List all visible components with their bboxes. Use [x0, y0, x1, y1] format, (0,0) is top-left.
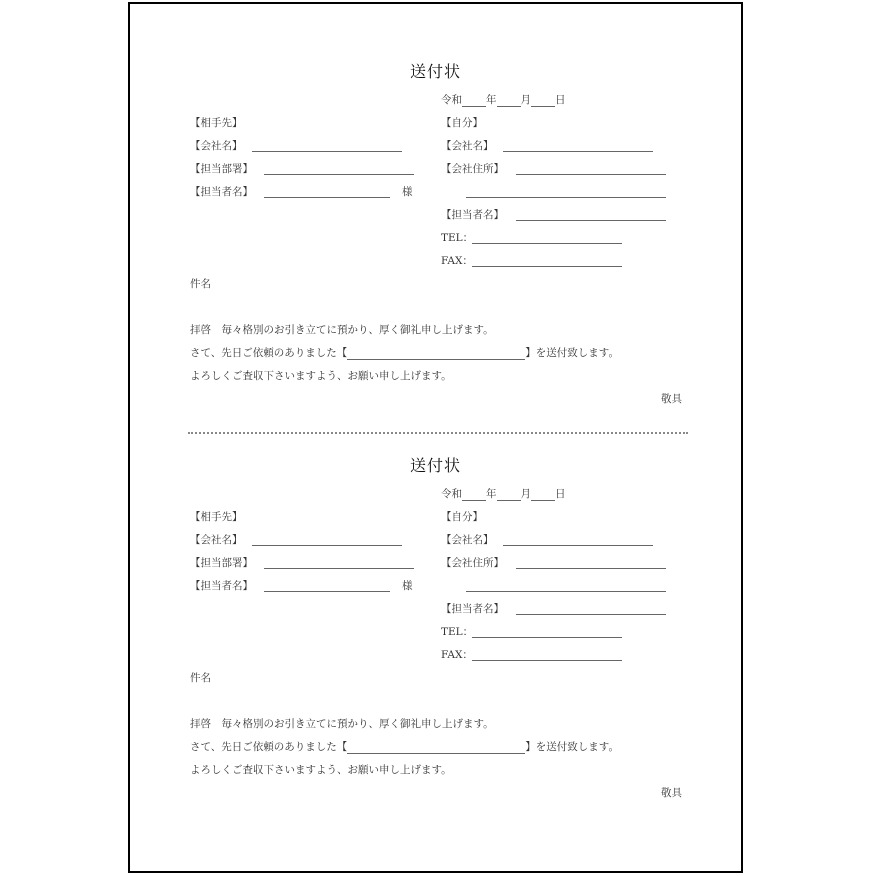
sender-fax-label: FAX： — [441, 649, 473, 661]
closing: 敬具 — [661, 787, 682, 799]
sender-heading: 【自分】 — [441, 511, 483, 523]
date-year-label: 年 — [486, 94, 497, 106]
recipient-honorific: 様 — [402, 186, 413, 198]
recipient-department-field[interactable] — [264, 174, 414, 175]
recipient-person-label: 【担当者名】 — [190, 580, 253, 592]
recipient-person-field[interactable] — [264, 591, 390, 592]
body-line-2-post: 】を送付致します。 — [525, 347, 619, 359]
sender-address-label: 【会社住所】 — [441, 163, 504, 175]
form-title: 送付状 — [410, 62, 462, 81]
recipient-department-label: 【担当部署】 — [190, 163, 253, 175]
recipient-company-label: 【会社名】 — [190, 140, 243, 152]
recipient-person-label: 【担当者名】 — [190, 186, 253, 198]
sender-person-field[interactable] — [516, 614, 666, 615]
recipient-honorific: 様 — [402, 580, 413, 592]
sender-fax-field[interactable] — [472, 660, 622, 661]
recipient-company-field[interactable] — [252, 151, 402, 152]
sender-person-field[interactable] — [516, 220, 666, 221]
subject-label: 件名 — [190, 672, 211, 684]
recipient-heading: 【相手先】 — [190, 511, 243, 523]
cover-letter-form-2 — [130, 398, 741, 799]
body-line-2-pre: さて、先日ご依頼のありました【 — [190, 741, 348, 753]
date-month-label: 月 — [520, 488, 531, 500]
sender-fax-field[interactable] — [472, 266, 622, 267]
sender-tel-label: TEL： — [441, 626, 474, 638]
recipient-heading: 【相手先】 — [190, 117, 243, 129]
body-line-3: よろしくご査収下さいますよう、お願い申し上げます。 — [190, 370, 452, 382]
sender-company-label: 【会社名】 — [441, 534, 494, 546]
sender-address-label: 【会社住所】 — [441, 557, 504, 569]
sender-tel-label: TEL： — [441, 232, 474, 244]
recipient-company-field[interactable] — [252, 545, 402, 546]
body-line-2-post: 】を送付致します。 — [525, 741, 619, 753]
closing: 敬具 — [661, 393, 682, 405]
date-day-blank[interactable] — [531, 95, 555, 107]
recipient-person-field[interactable] — [264, 197, 390, 198]
body-line-3: よろしくご査収下さいますよう、お願い申し上げます。 — [190, 764, 452, 776]
sender-company-field[interactable] — [503, 545, 653, 546]
sender-address-field-2[interactable] — [466, 197, 666, 198]
date-line — [441, 487, 566, 501]
sender-heading: 【自分】 — [441, 117, 483, 129]
date-day-blank[interactable] — [531, 489, 555, 501]
body-line-1: 拝啓 毎々格別のお引き立てに預かり、厚く御礼申し上げます。 — [190, 718, 494, 730]
sender-tel-field[interactable] — [472, 637, 622, 638]
date-month-label: 月 — [520, 94, 531, 106]
body-line-2 — [190, 346, 619, 360]
sender-fax-label: FAX： — [441, 255, 473, 267]
date-month-blank[interactable] — [497, 95, 521, 107]
recipient-department-field[interactable] — [264, 568, 414, 569]
date-era: 令和 — [441, 94, 462, 106]
sender-address-field[interactable] — [516, 568, 666, 569]
body-line-2 — [190, 740, 619, 754]
recipient-department-label: 【担当部署】 — [190, 557, 253, 569]
date-day-label: 日 — [555, 94, 566, 106]
document-page — [128, 2, 743, 873]
sender-address-field-2[interactable] — [466, 591, 666, 592]
sender-tel-field[interactable] — [472, 243, 622, 244]
body-line-2-pre: さて、先日ご依頼のありました【 — [190, 347, 348, 359]
sender-person-label: 【担当者名】 — [441, 209, 504, 221]
form-title: 送付状 — [410, 456, 462, 475]
enclosure-field[interactable] — [347, 348, 525, 360]
cover-letter-form-1 — [130, 4, 741, 405]
recipient-company-label: 【会社名】 — [190, 534, 243, 546]
date-era: 令和 — [441, 488, 462, 500]
sender-company-label: 【会社名】 — [441, 140, 494, 152]
enclosure-field[interactable] — [347, 742, 525, 754]
body-line-1: 拝啓 毎々格別のお引き立てに預かり、厚く御礼申し上げます。 — [190, 324, 494, 336]
sender-address-field[interactable] — [516, 174, 666, 175]
subject-label: 件名 — [190, 278, 211, 290]
date-line — [441, 93, 566, 107]
date-year-blank[interactable] — [462, 489, 486, 501]
date-year-label: 年 — [486, 488, 497, 500]
sender-person-label: 【担当者名】 — [441, 603, 504, 615]
date-day-label: 日 — [555, 488, 566, 500]
date-year-blank[interactable] — [462, 95, 486, 107]
sender-company-field[interactable] — [503, 151, 653, 152]
date-month-blank[interactable] — [497, 489, 521, 501]
